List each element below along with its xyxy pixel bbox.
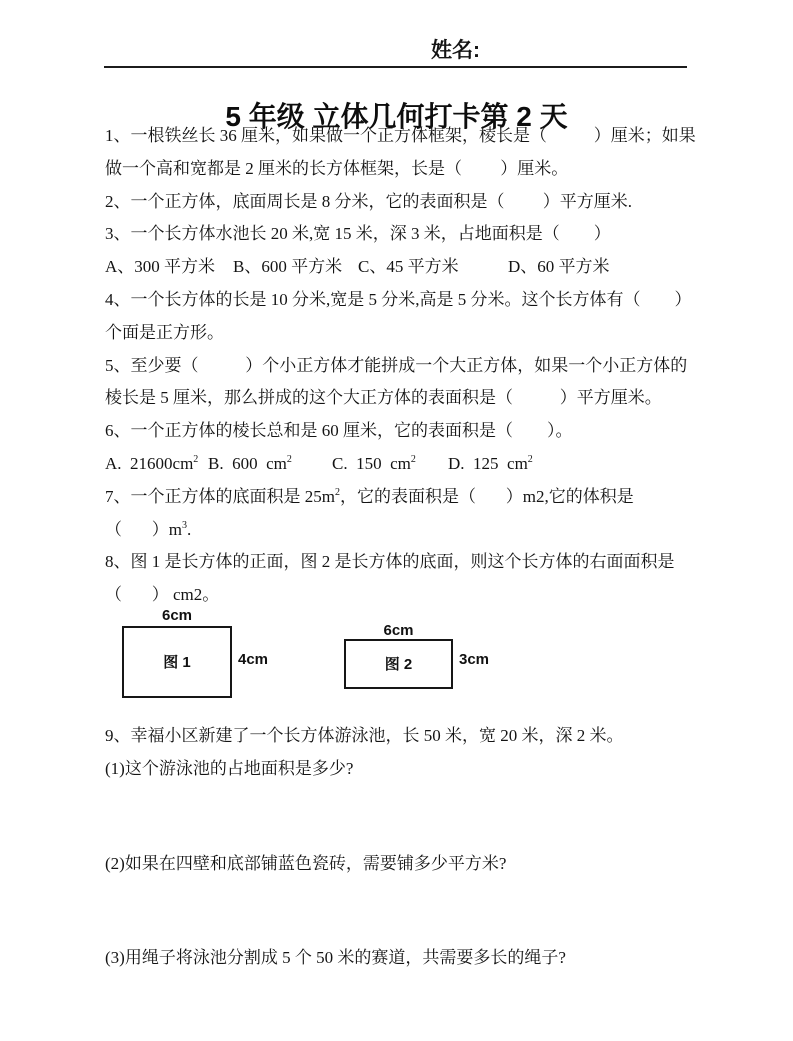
q6-option-c-text: C. 150 cm [332, 453, 411, 473]
question-5-line-2: 棱长是 5 厘米，那么拼成的这个大正方体的表面积是（ ）平方厘米。 [105, 388, 662, 408]
question-8-line-1: 8、图 1 是长方体的正面，图 2 是长方体的底面，则这个长方体的右面面积是 [105, 552, 675, 572]
q6-option-c-superscript: 2 [410, 453, 416, 465]
q6-option-d-text: D. 125 cm [448, 453, 528, 473]
q7-line2-post: . [186, 519, 192, 539]
q6-option-b-superscript: 2 [286, 453, 292, 465]
name-label: 姓名: [431, 39, 480, 62]
question-3: 3、一个长方体水池长 20 米,宽 15 米，深 3 米，占地面积是（ ） [105, 224, 611, 244]
question-9-part-3: (3)用绳子将泳池分割成 5 个 50 米的赛道，共需要多长的绳子? [105, 948, 566, 968]
question-8-figures [105, 606, 725, 704]
question-4-line-1: 4、一个长方体的长是 10 分米,宽是 5 分米,高是 5 分米。这个长方体有（ ） [105, 289, 692, 309]
q3-option-c: C、45 平方米 [358, 257, 459, 277]
figure-1-label: 图 1 [163, 654, 191, 672]
q7-line2-pre: （ ）m [105, 519, 182, 539]
q7-text-post: ，它的表面积是（ ）m2,它的体积是 [339, 486, 634, 506]
question-6: 6、一个正方体的棱长总和是 60 厘米，它的表面积是（ ）。 [105, 421, 573, 441]
figure-1-rect [122, 626, 232, 698]
figure-1-width-label: 6cm [161, 606, 193, 624]
q6-option-b [208, 448, 292, 481]
worksheet-body [105, 120, 725, 975]
q6-option-c [332, 448, 416, 481]
figure-2-rect [344, 639, 453, 689]
question-2: 2、一个正方体，底面周长是 8 分米，它的表面积是（ ）平方厘米. [105, 191, 632, 211]
question-9: 9、幸福小区新建了一个长方体游泳池，长 50 米，宽 20 米，深 2 米。 [105, 725, 624, 745]
q7-superscript-3: 3 [181, 519, 187, 531]
question-8-line-2: （ ） cm2。 [105, 585, 220, 605]
question-1-line-2: 做一个高和宽都是 2 厘米的长方体框架，长是（ ）厘米。 [105, 158, 569, 178]
q7-text-pre: 7、一个正方体的底面积是 25m [105, 486, 335, 506]
q6-option-a-superscript: 2 [193, 453, 199, 465]
question-3-options [105, 251, 725, 284]
header-divider [104, 66, 687, 68]
question-7-line-2 [105, 514, 725, 547]
q6-option-d [448, 448, 533, 481]
figure-2-height-label: 3cm [459, 650, 490, 668]
q6-option-b-text: B. 600 cm [208, 453, 287, 473]
question-1-line-1: 1、一根铁丝长 36 厘米，如果做一个正方体框架，棱长是（ ）厘米；如果 [105, 126, 696, 145]
q3-option-a: A、300 平方米 [105, 257, 216, 277]
page-title: 5 年级 立体几何打卡第 2 天 [225, 100, 568, 132]
question-9-part-2: (2)如果在四壁和底部铺蓝色瓷砖，需要铺多少平方米? [105, 853, 507, 873]
q6-option-a-text: A. 21600cm [105, 453, 194, 473]
q6-option-a [105, 448, 198, 481]
q3-option-d: D、60 平方米 [508, 257, 610, 277]
q6-option-d-superscript: 2 [527, 453, 533, 465]
question-9-part-1: (1)这个游泳池的占地面积是多少? [105, 758, 354, 778]
q3-option-b: B、600 平方米 [233, 257, 343, 277]
figure-2-width-label: 6cm [383, 621, 414, 639]
question-4-line-2: 个面是正方形。 [105, 322, 224, 342]
figure-2-label: 图 2 [384, 656, 413, 674]
question-7-line-1 [105, 481, 725, 514]
question-6-options [105, 448, 725, 481]
q7-superscript-2: 2 [334, 486, 340, 498]
figure-1-height-label: 4cm [238, 650, 269, 668]
question-5-line-1: 5、至少要（ ）个小正方体才能拼成一个大正方体，如果一个小正方体的 [105, 355, 688, 375]
